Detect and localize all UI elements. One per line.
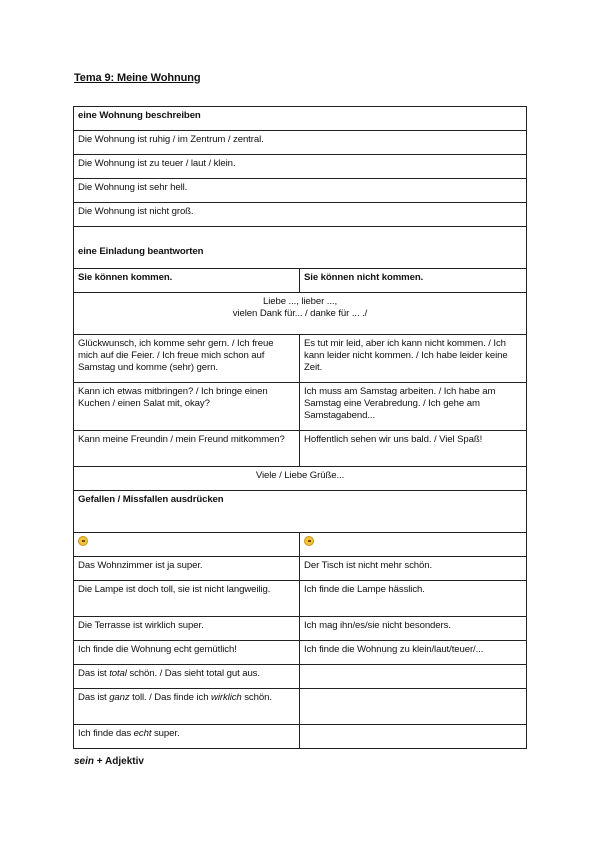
section-heading-likes: Gefallen / Missfallen ausdrücken xyxy=(74,491,527,533)
worksheet-table xyxy=(73,106,527,749)
table-cell: Ich finde das echt super. xyxy=(74,725,300,749)
greeting-cell xyxy=(74,293,527,335)
table-cell: Ich mag ihn/es/sie nicht besonders. xyxy=(300,617,527,641)
column-header-no: Sie können nicht kommen. xyxy=(300,269,527,293)
table-row: Die Wohnung ist ruhig / im Zentrum / zentral. xyxy=(74,131,527,155)
table-row: Die Wohnung ist sehr hell. xyxy=(74,179,527,203)
table-cell: Glückwunsch, ich komme sehr gern. / Ich freue mich auf die Feier. / Ich freue mich schon auf Samstag und komme (sehr) gern. xyxy=(74,335,300,383)
table-cell: Hoffentlich sehen wir uns bald. / Viel Spaß! xyxy=(300,431,527,467)
icon-cell-right xyxy=(300,533,527,557)
table-cell: Ich finde die Wohnung echt gemütlich! xyxy=(74,641,300,665)
table-cell: Ich finde die Lampe hässlich. xyxy=(300,581,527,617)
smile-face-icon xyxy=(304,536,314,546)
section-heading-invitation: eine Einladung beantworten xyxy=(74,227,527,269)
table-cell: Ich muss am Samstag arbeiten. / Ich habe am Samstag eine Verabredung. / Ich gehe am Samstagabend... xyxy=(300,383,527,431)
table-row: Die Wohnung ist nicht groß. xyxy=(74,203,527,227)
page-title: Tema 9: Meine Wohnung xyxy=(74,72,201,84)
empty-cell xyxy=(300,689,527,725)
section-heading-describe: eine Wohnung beschreiben xyxy=(74,107,527,131)
greeting-line-1: Liebe ..., lieber ..., xyxy=(262,296,338,307)
table-cell: Es tut mir leid, aber ich kann nicht kommen. / Ich kann leider nicht kommen. / Ich habe leider keine Zeit. xyxy=(300,335,527,383)
footnote-verb: sein xyxy=(74,756,95,767)
icon-cell-left xyxy=(74,533,300,557)
footnote-rest: + Adjektiv xyxy=(94,756,144,767)
table-cell: Das ist ganz toll. / Das finde ich wirklich schön. xyxy=(74,689,300,725)
empty-cell xyxy=(300,725,527,749)
column-header-yes: Sie können kommen. xyxy=(74,269,300,293)
table-cell: Ich finde die Wohnung zu klein/laut/teuer/... xyxy=(300,641,527,665)
table-cell: Die Lampe ist doch toll, sie ist nicht langweilig. xyxy=(74,581,300,617)
closing-cell: Viele / Liebe Grüße... xyxy=(74,467,527,491)
table-cell: Das ist total schön. / Das sieht total gut aus. xyxy=(74,665,300,689)
empty-cell xyxy=(300,665,527,689)
table-cell: Kann meine Freundin / mein Freund mitkommen? xyxy=(74,431,300,467)
table-cell: Der Tisch ist nicht mehr schön. xyxy=(300,557,527,581)
table-cell: Kann ich etwas mitbringen? / Ich bringe einen Kuchen / einen Salat mit, okay? xyxy=(74,383,300,431)
table-cell: Die Terrasse ist wirklich super. xyxy=(74,617,300,641)
footnote xyxy=(74,756,144,767)
greeting-line-2: vielen Dank für... / danke für ... ./ xyxy=(232,308,368,319)
table-cell: Das Wohnzimmer ist ja super. xyxy=(74,557,300,581)
table-row: Die Wohnung ist zu teuer / laut / klein. xyxy=(74,155,527,179)
frown-face-icon xyxy=(78,536,88,546)
